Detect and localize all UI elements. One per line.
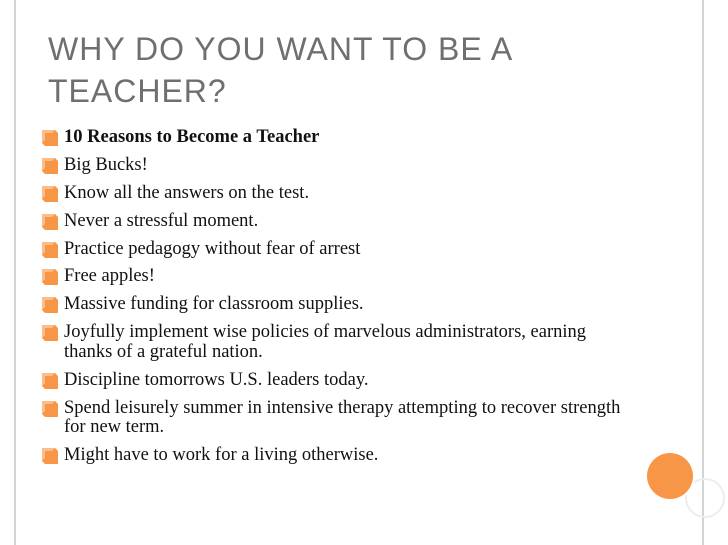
- bullet-icon: [42, 186, 58, 202]
- bullet-icon: [42, 401, 58, 417]
- bullet-icon: [42, 214, 58, 230]
- bullet-icon: [42, 269, 58, 285]
- list-item: [42, 399, 622, 438]
- bullet-icon: [42, 130, 58, 146]
- bullet-text: Never a stressful moment.: [64, 210, 259, 231]
- bullet-text: Big Bucks!: [64, 154, 148, 175]
- bullet-icon: [42, 325, 58, 341]
- list-item: [42, 240, 622, 260]
- bullet-icon: [42, 297, 58, 313]
- list-item: [42, 267, 622, 287]
- bullet-text: 10 Reasons to Become a Teacher: [64, 127, 320, 147]
- list-item: [42, 128, 622, 148]
- bullet-icon: [42, 373, 58, 389]
- bullet-text: Spend leisurely summer in intensive therapy attempting to recover strength for new term.: [64, 397, 621, 438]
- list-item: [42, 184, 622, 204]
- bullet-text: Joyfully implement wise policies of marvelous administrators, earning thanks of a grateful nation.: [64, 322, 587, 362]
- bullet-text: Know all the answers on the test.: [64, 182, 310, 203]
- list-item: [42, 371, 622, 391]
- bullet-text: Free apples!: [64, 266, 155, 287]
- slide-title: WHY DO YOU WANT TO BE A TEACHER?: [48, 31, 512, 109]
- bullet-icon: [42, 448, 58, 464]
- left-border-line: [14, 0, 16, 545]
- bullet-list: [42, 128, 622, 474]
- list-item: [42, 295, 622, 315]
- bullet-text: Massive funding for classroom supplies.: [64, 294, 364, 315]
- list-item: [42, 446, 622, 466]
- bullet-text: Might have to work for a living otherwise.: [64, 444, 379, 465]
- bullet-text: Practice pedagogy without fear of arrest: [64, 238, 361, 259]
- bullet-icon: [42, 158, 58, 174]
- list-item: [42, 212, 622, 232]
- bullet-text: Discipline tomorrows U.S. leaders today.: [64, 369, 369, 390]
- list-item: [42, 156, 622, 176]
- right-border-line: [702, 0, 704, 545]
- decorative-orange-circle: [647, 453, 693, 499]
- bullet-icon: [42, 242, 58, 258]
- list-item: [42, 323, 622, 362]
